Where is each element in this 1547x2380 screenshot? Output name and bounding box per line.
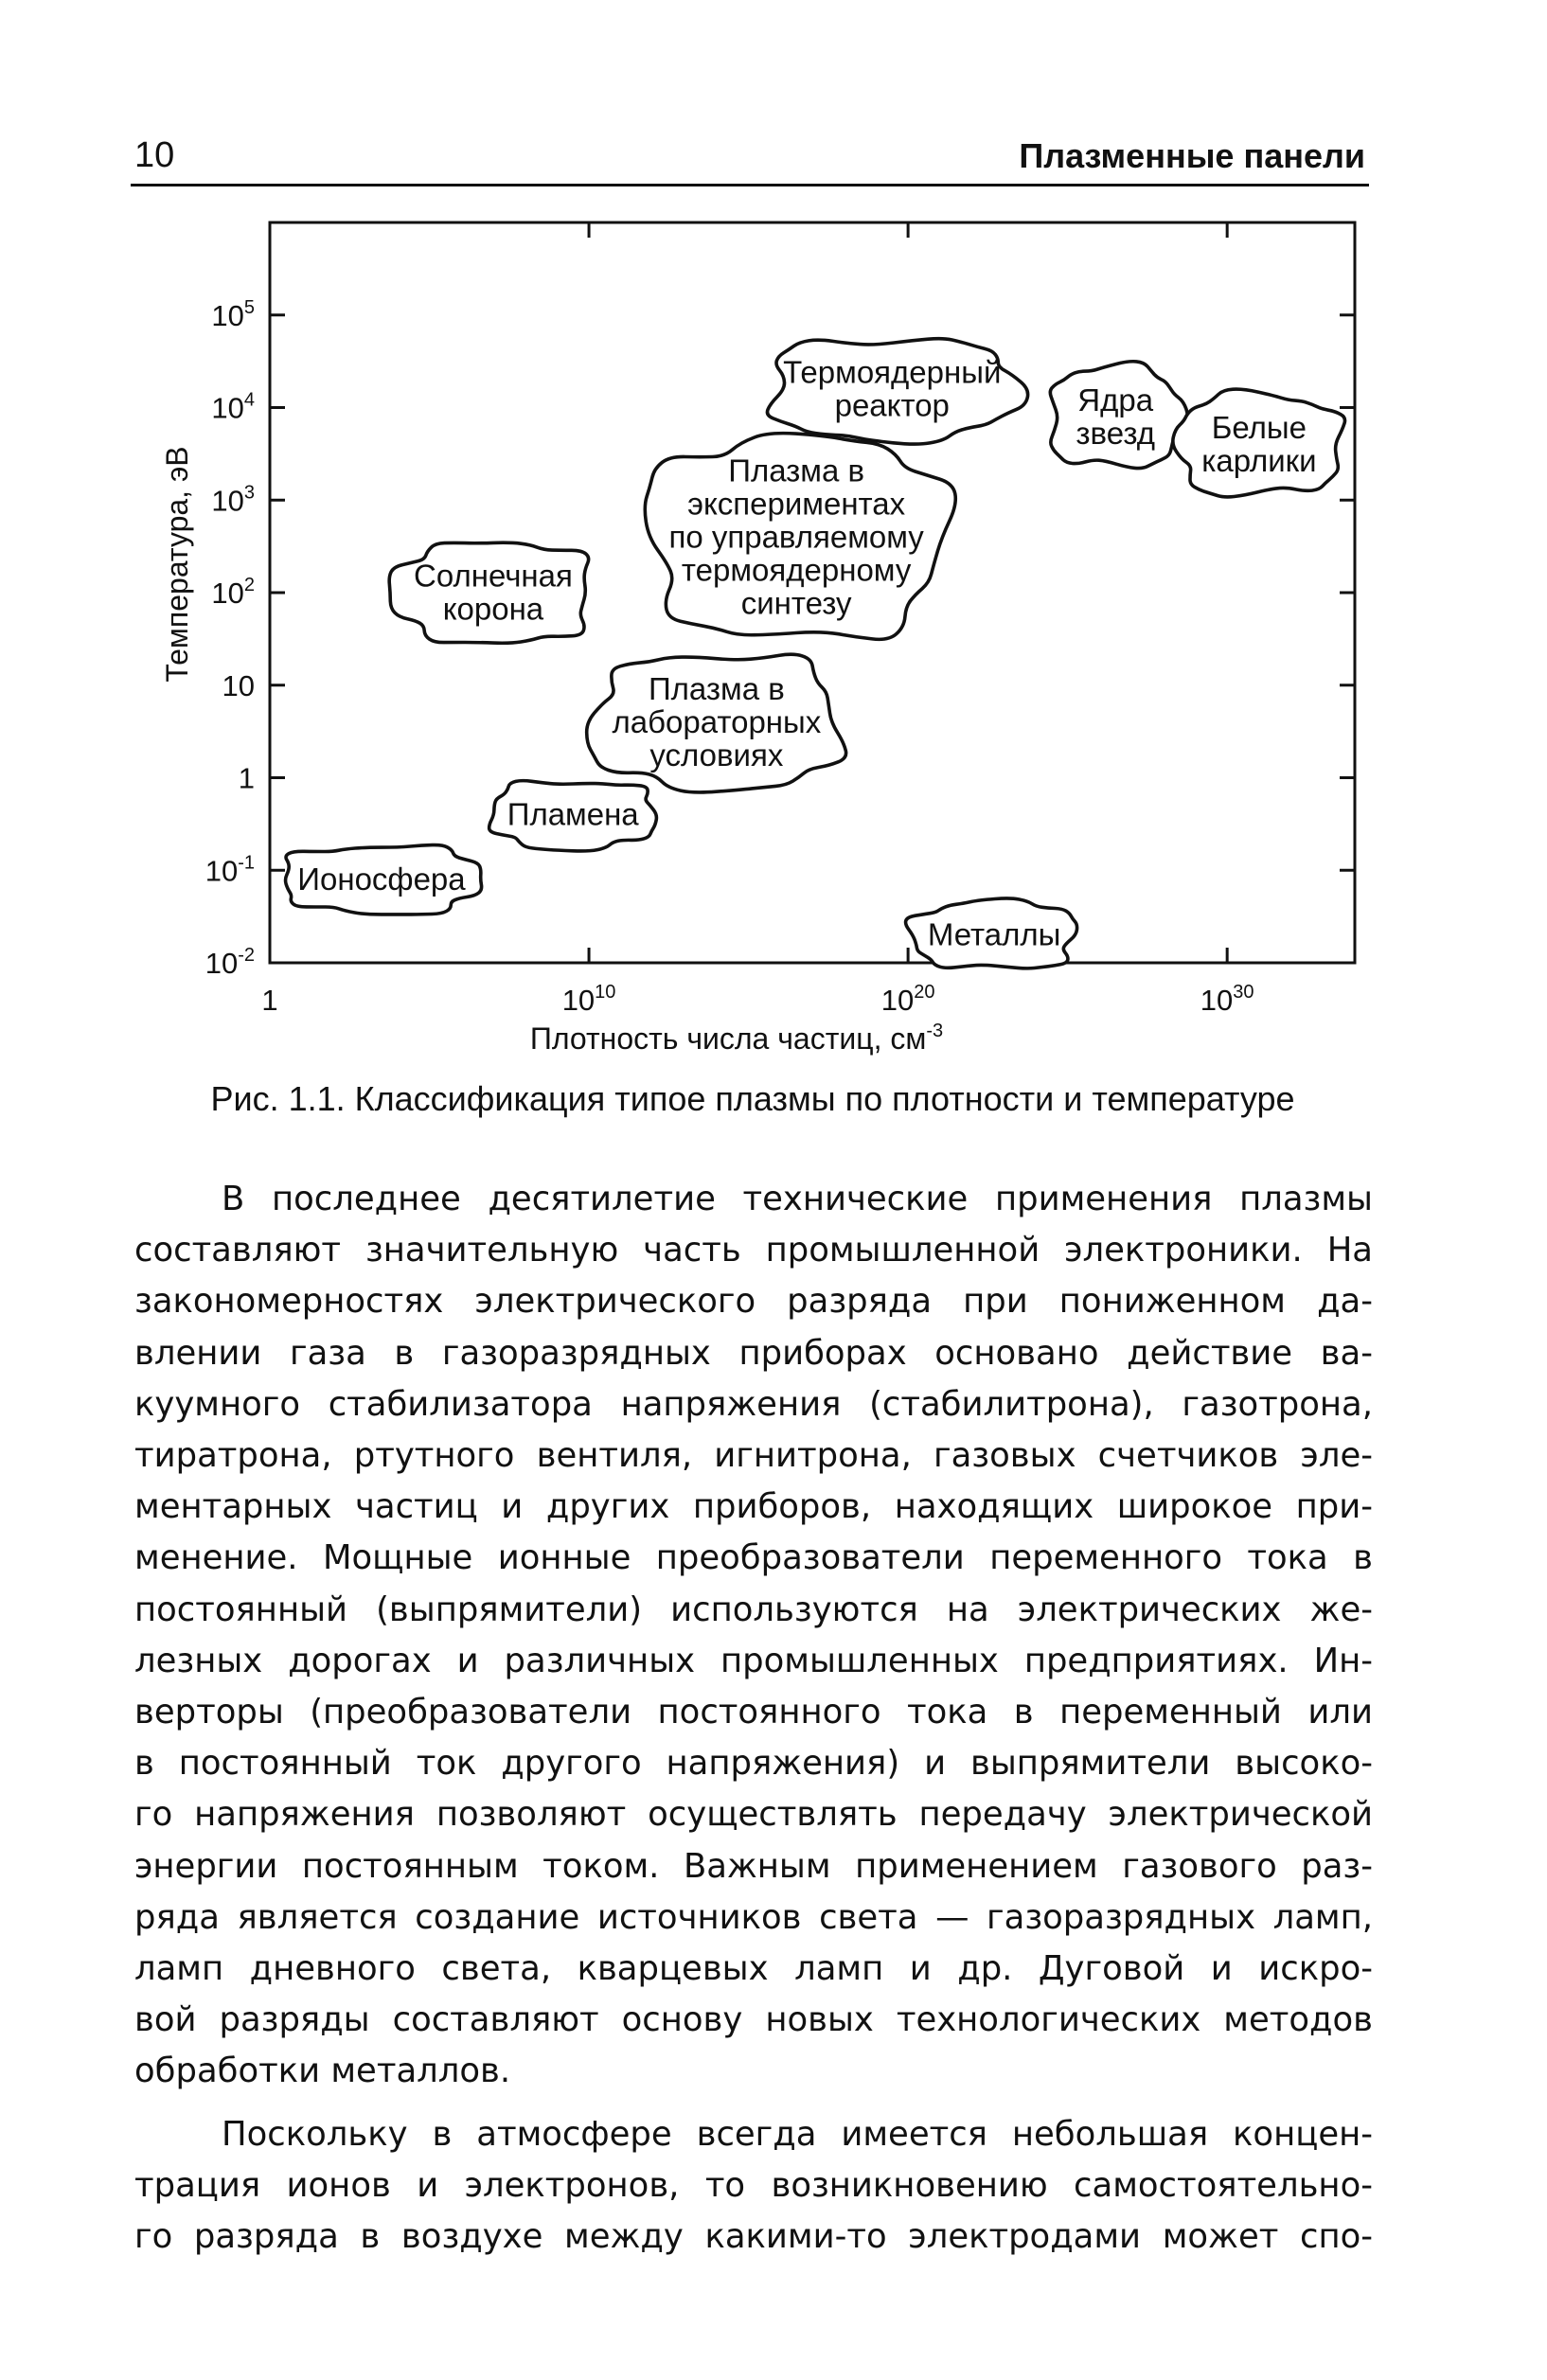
region-label: Белые [1211, 410, 1307, 446]
text-line: куумного стабилизатора напряжения (стабилитрона), газотрона, [134, 1384, 1373, 1424]
region-label: экспериментах [687, 486, 906, 522]
region-label: Металлы [927, 916, 1061, 952]
y-tick-label: $10^3$ [211, 482, 255, 518]
region-cloud [489, 781, 657, 851]
y-tick-label: $10^2$ [211, 575, 255, 610]
region-cloud [389, 542, 588, 643]
region-label: Ионосфера [297, 861, 466, 897]
region-label: Плазма в [648, 670, 785, 706]
region-label: Пламена [507, 796, 639, 832]
region-cloud [1173, 389, 1345, 497]
region-cloud [1050, 362, 1187, 469]
text-line: влении газа в газоразрядных приборах основано действие ва- [134, 1333, 1373, 1373]
y-axis-title: Температура, эВ [160, 446, 194, 683]
paragraph [134, 1174, 1373, 2098]
text-line: верторы (преобразователи постоянного тока в переменный или [134, 1693, 1373, 1732]
figure-caption: Рис. 1.1. Классификация типое плазмы по плотности и температуре [210, 1079, 1295, 1118]
x-axis-title: Плотность числа частиц, $см^{-3}$ [529, 1021, 944, 1056]
region-label: условиях [649, 737, 784, 773]
text-line: трация ионов и электронов, то возникновению самостоятельно- [134, 2165, 1373, 2205]
figure [142, 216, 1392, 1087]
region-label: термоядерному [681, 552, 912, 588]
paragraph [134, 2109, 1373, 2264]
x-tick-label: 1 [261, 984, 278, 1017]
y-tick-label: $10^4$ [211, 389, 255, 425]
region-cloud [645, 434, 955, 640]
text-line: ламп дневного света, кварцевых ламп и др. Дуговой и искро- [134, 1949, 1373, 1989]
region-label: Термоядерный [783, 354, 1002, 390]
text-line: ряда является создание источников света — газоразрядных ламп, [134, 1897, 1373, 1937]
region-label: реактор [834, 387, 950, 423]
body-text [134, 1174, 1373, 2263]
text-line: составляют значительную часть промышленной электроники. На [134, 1231, 1373, 1270]
text-line: го напряжения позволяют осуществлять передачу электрической [134, 1795, 1373, 1835]
region-label: карлики [1201, 443, 1317, 479]
region-label: по управляемому [668, 519, 924, 555]
text-line: энергии постоянным током. Важным применением газового раз- [134, 1846, 1373, 1886]
region-label: Плазма в [728, 453, 865, 488]
text-line: менение. Мощные ионные преобразователи переменного тока в [134, 1538, 1373, 1578]
region-cloud [587, 654, 846, 792]
x-tick-label: $10^{10}$ [561, 982, 616, 1017]
region-label: корона [442, 591, 544, 627]
x-tick-label: $10^{20}$ [880, 982, 935, 1017]
text-line: закономерностях электрического разряда при пониженном да- [134, 1282, 1373, 1322]
region-label: лабораторных [612, 703, 822, 739]
region-label: Ядра [1077, 382, 1154, 417]
text-line: вой разряды составляют основу новых технологических методов [134, 2000, 1373, 2040]
x-tick-label: $10^{30}$ [1200, 982, 1254, 1017]
region-cloud [906, 898, 1077, 968]
region-cloud [286, 845, 482, 915]
region-cloud [767, 339, 1027, 444]
y-tick-label: 1 [238, 761, 255, 795]
y-tick-label: $10^{-1}$ [204, 852, 255, 888]
page-number: 10 [134, 135, 175, 175]
y-tick-label: $10^5$ [211, 296, 255, 332]
text-line: Поскольку в атмосфере всегда имеется небольшая концен- [222, 2114, 1373, 2154]
running-head [131, 125, 1369, 186]
text-line: лезных дорогах и различных промышленных предприятиях. Ин- [134, 1641, 1373, 1680]
text-line: ментарных частиц и других приборов, находящих широкое при- [134, 1487, 1373, 1527]
text-line: В последнее десятилетие технические применения плазмы [222, 1180, 1373, 1218]
text-line: тиратрона, ртутного вентиля, игнитрона, газовых счетчиков эле- [134, 1436, 1373, 1476]
text-line: в постоянный ток другого напряжения) и выпрямители высоко- [134, 1744, 1373, 1784]
region-label: Солнечная [414, 558, 573, 594]
y-tick-label: 10 [222, 668, 255, 702]
text-line: обработки металлов. [134, 2051, 511, 2091]
region-label: звезд [1076, 415, 1156, 451]
region-label: синтезу [740, 585, 852, 621]
text-line: постоянный (выпрямители) используются на электрических же- [134, 1590, 1373, 1629]
running-title: Плазменные панели [1019, 136, 1365, 175]
y-tick-label: $10^{-2}$ [204, 945, 255, 980]
plasma-classification-chart [142, 216, 1392, 1087]
text-line: го разряда в воздухе между какими-то электродами может спо- [134, 2217, 1373, 2257]
